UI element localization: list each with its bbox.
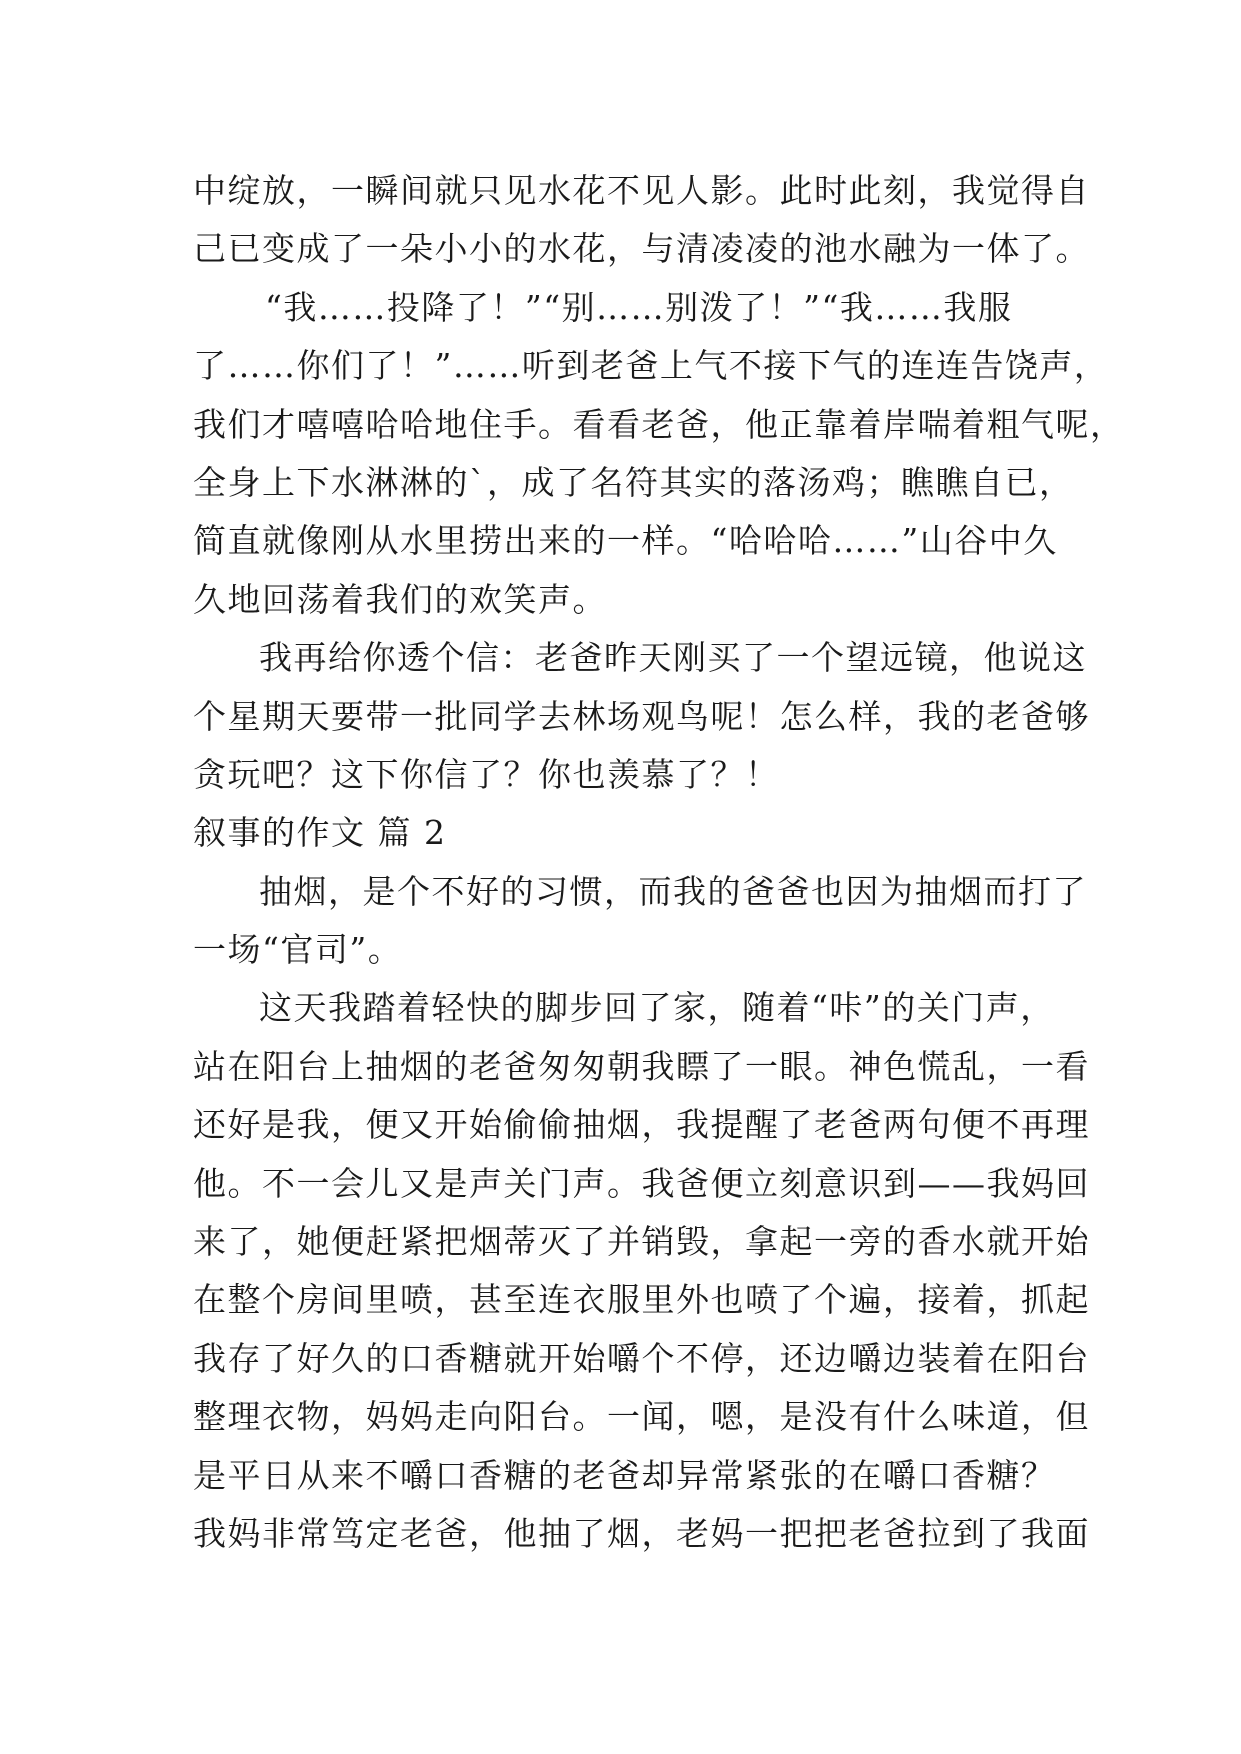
text-line: 我存了好久的口香糖就开始嚼个不停，还边嚼边装着在阳台 [193,1338,1090,1378]
text-line: 是平日从来不嚼口香糖的老爸却异常紧张的在嚼口香糖？ [193,1455,1056,1495]
essay-body [193,162,1125,1563]
text-line: “我……投降了！”“别……别泼了！”“我……我服 [265,287,1013,327]
text-line: 久地回荡着我们的欢笑声。 [193,579,607,619]
text-line: 了……你们了！”……听到老爸上气不接下气的连连告饶声， [193,346,1109,386]
text-line: 整理衣物，妈妈走向阳台。一闻，嗯，是没有什么味道，但 [193,1397,1090,1437]
text-line: 我们才嘻嘻哈哈地住手。看看老爸，他正靠着岸喘着粗气呢， [193,404,1125,444]
text-line: 我妈非常笃定老爸，他抽了烟，老妈一把把老爸拉到了我面 [193,1513,1090,1553]
text-line: 己已变成了一朵小小的水花，与清凌凌的池水融为一体了。 [193,229,1090,269]
text-line: 他。不一会儿又是声关门声。我爸便立刻意识到——我妈回 [193,1163,1090,1203]
text-line: 抽烟，是个不好的习惯，而我的爸爸也因为抽烟而打了 [259,871,1087,911]
text-line: 还好是我，便又开始偷偷抽烟，我提醒了老爸两句便不再理 [193,1105,1090,1145]
text-line: 我再给你透个信：老爸昨天刚买了一个望远镜，他说这 [259,638,1087,678]
text-line: 简直就像刚从水里捞出来的一样。“哈哈哈……”山谷中久 [193,521,1058,561]
text-line: 全身上下水淋淋的`，成了名符其实的落汤鸡；瞧瞧自已， [193,462,1074,502]
text-line: 在整个房间里喷，甚至连衣服里外也喷了个遍，接着，抓起 [193,1280,1090,1320]
section-heading: 叙事的作文 篇 2 [193,813,447,853]
text-line: 中绽放，一瞬间就只见水花不见人影。此时此刻，我觉得自 [193,171,1090,210]
text-line: 一场“官司”。 [193,930,403,970]
text-line: 这天我踏着轻快的脚步回了家，随着“咔”的关门声， [259,988,1055,1028]
text-line: 站在阳台上抽烟的老爸匆匆朝我瞟了一眼。神色慌乱，一看 [193,1046,1090,1086]
text-line: 个星期天要带一批同学去林场观鸟呢！怎么样，我的老爸够 [193,696,1090,736]
text-line: 贪玩吧？这下你信了？你也羡慕了？！ [193,754,780,794]
text-line: 来了，她便赶紧把烟蒂灭了并销毁，拿起一旁的香水就开始 [193,1222,1090,1262]
